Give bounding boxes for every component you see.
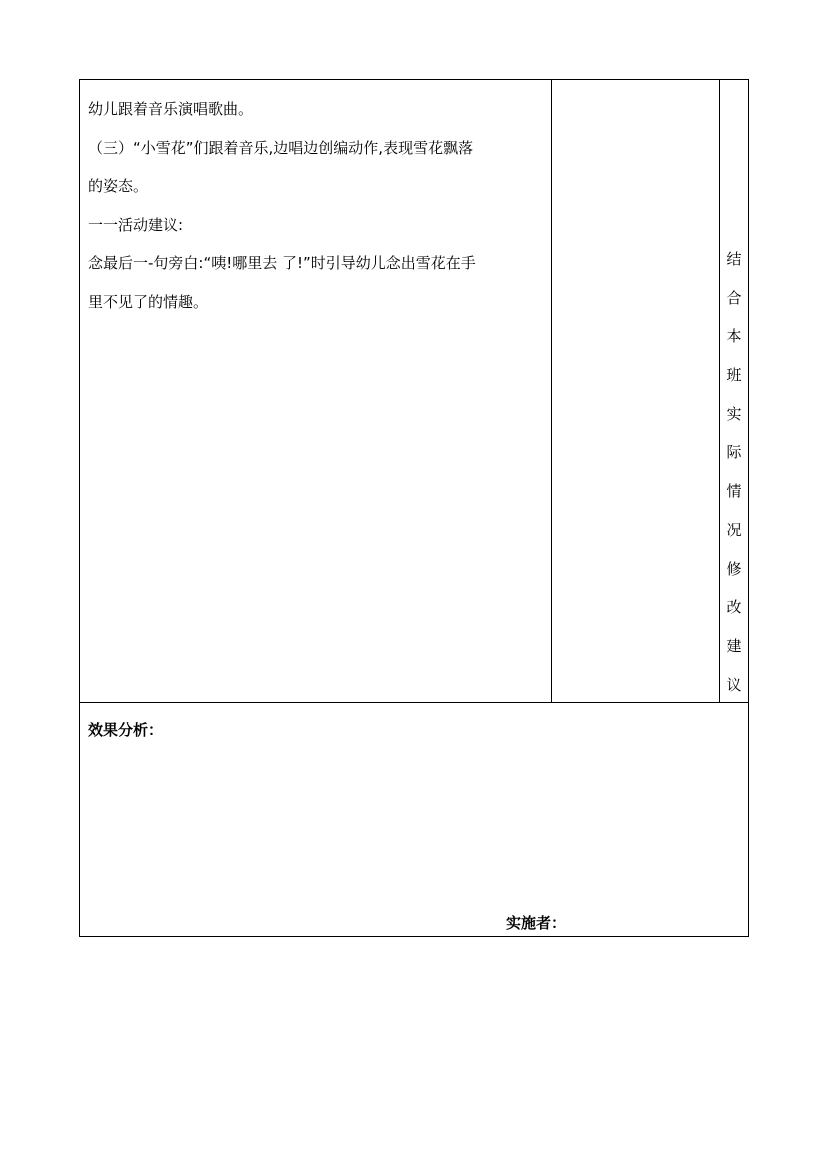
vertical-char: 实	[726, 404, 742, 423]
vertical-char: 修	[726, 559, 742, 578]
vertical-char: 际	[726, 443, 742, 462]
activity-content-cell	[80, 80, 552, 702]
vertical-char: 班	[726, 366, 742, 385]
content-line: 的姿态。	[88, 177, 149, 196]
vertical-char: 合	[726, 288, 742, 307]
revision-label-cell	[720, 80, 748, 702]
vertical-char: 情	[726, 482, 742, 501]
vertical-label	[720, 240, 748, 704]
revision-notes-cell	[552, 80, 720, 702]
content-line: 一一活动建议:	[88, 215, 184, 234]
content-line: 幼儿跟着音乐演唱歌曲。	[88, 100, 254, 118]
vertical-char: 本	[726, 327, 742, 346]
content-line: （三）“小雪花”们跟着音乐,边唱边创编动作,表现雪花飘落	[88, 138, 474, 157]
implementer-label: 实施者：	[506, 914, 567, 932]
effect-analysis-label: 效果分析：	[88, 721, 164, 739]
vertical-char: 建	[726, 636, 742, 655]
vertical-char: 改	[726, 598, 742, 617]
lesson-plan-table	[79, 79, 749, 937]
content-line: 念最后一-句旁白:“咦!哪里去 了!”时引导幼儿念出雪花在手	[88, 254, 476, 273]
content-line: 里不见了的情趣。	[88, 292, 209, 311]
vertical-char: 议	[726, 675, 742, 694]
activity-row	[80, 80, 748, 703]
effect-analysis-row	[80, 703, 748, 936]
vertical-char: 况	[726, 520, 742, 539]
vertical-char: 结	[726, 250, 742, 268]
